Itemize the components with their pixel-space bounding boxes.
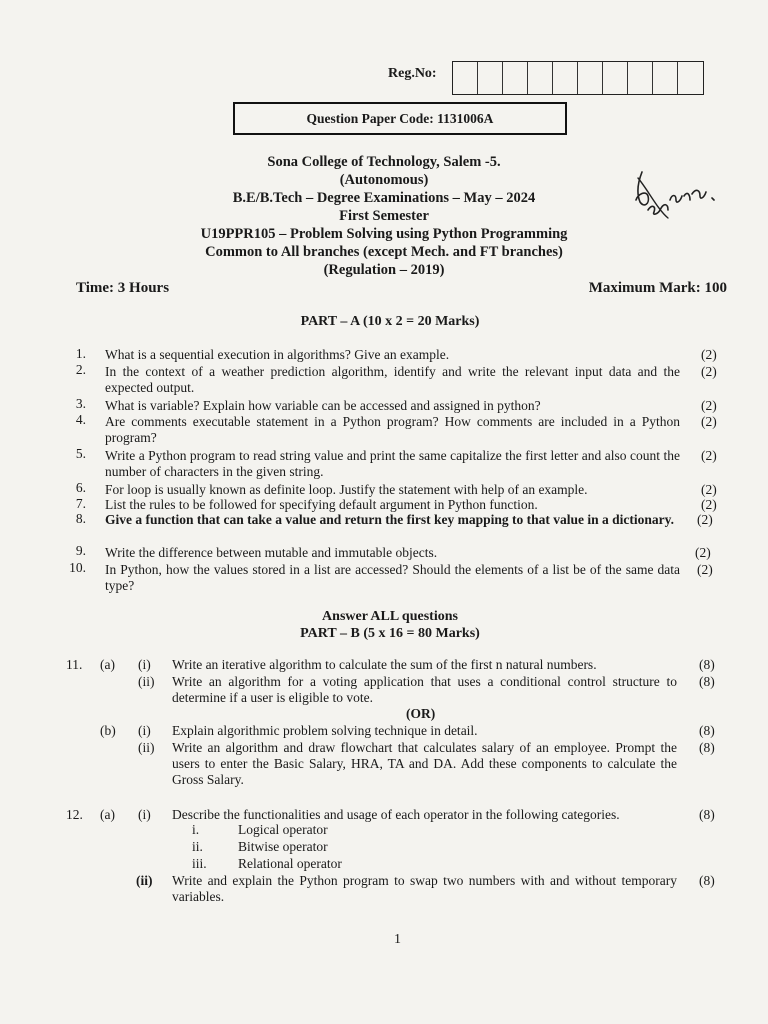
reg-no-box bbox=[553, 62, 578, 94]
question-number: 11. bbox=[66, 657, 83, 672]
sub-item-number: i. bbox=[192, 822, 200, 837]
question-mark: (8) bbox=[699, 807, 715, 822]
question-text: What is a sequential execution in algorithms? Give an example. bbox=[105, 347, 450, 362]
reg-no-label: Reg.No: bbox=[388, 66, 437, 81]
sub-item-number: ii. bbox=[192, 839, 203, 854]
question-text: Are comments executable statement in a Python program? How comments are included in a Python program? bbox=[105, 414, 680, 445]
regulation-label: (Regulation – 2019) bbox=[323, 262, 445, 278]
option-label: (a) bbox=[100, 657, 115, 672]
reg-no-box bbox=[653, 62, 678, 94]
sub-item-text: Logical operator bbox=[238, 822, 328, 837]
question-mark: (2) bbox=[697, 562, 713, 577]
or-label: (OR) bbox=[406, 706, 436, 721]
sub-item-text: Relational operator bbox=[238, 856, 342, 871]
question-mark: (2) bbox=[701, 364, 717, 379]
question-number: 7. bbox=[75, 496, 86, 511]
question-text: Write an algorithm and draw flowchart that calculates salary of an employee. Prompt the users to enter the Basic Salary, HRA, TA and DA. Add these components to calculate the Gross Salary. bbox=[172, 740, 677, 787]
question-text: Give a function that can take a value and return the first key mapping to that value in a dictionary. bbox=[105, 512, 675, 527]
sub-label: (i) bbox=[138, 657, 151, 672]
part-a-title: PART – A (10 x 2 = 20 Marks) bbox=[300, 314, 480, 329]
question-number: 2. bbox=[75, 362, 86, 377]
branches-label: Common to All branches (except Mech. and FT branches) bbox=[205, 244, 563, 260]
question-text: Describe the functionalities and usage of each operator in the following categories. bbox=[172, 807, 620, 822]
sub-label: (i) bbox=[138, 807, 151, 822]
sub-label: (ii) bbox=[136, 873, 153, 888]
answer-all-label: Answer ALL questions bbox=[322, 609, 458, 624]
question-text: Write a Python program to read string value and print the same capitalize the first letter and also count the number of characters in the given string. bbox=[105, 448, 680, 479]
question-mark: (2) bbox=[701, 398, 717, 413]
question-number: 5. bbox=[75, 446, 86, 461]
question-text: Write an iterative algorithm to calculate the sum of the first n natural numbers. bbox=[172, 657, 597, 672]
question-mark: (8) bbox=[699, 657, 715, 672]
time-label: Time: 3 Hours bbox=[76, 280, 170, 296]
question-mark: (2) bbox=[697, 512, 713, 527]
reg-no-box bbox=[503, 62, 528, 94]
question-text: List the rules to be followed for specifying default argument in Python function. bbox=[105, 497, 538, 512]
sub-label: (ii) bbox=[138, 740, 155, 755]
reg-no-box bbox=[628, 62, 653, 94]
question-text: What is variable? Explain how variable can be accessed and assigned in python? bbox=[105, 398, 541, 413]
question-mark: (8) bbox=[699, 674, 715, 689]
question-mark: (8) bbox=[699, 740, 715, 755]
reg-no-box bbox=[528, 62, 553, 94]
question-number: 10. bbox=[69, 560, 86, 575]
question-mark: (2) bbox=[701, 347, 717, 362]
option-label: (a) bbox=[100, 807, 115, 822]
reg-no-box bbox=[603, 62, 628, 94]
reg-no-box bbox=[678, 62, 703, 94]
question-mark: (2) bbox=[701, 497, 717, 512]
college-name: Sona College of Technology, Salem -5. bbox=[267, 154, 501, 170]
max-mark-label: Maximum Mark: 100 bbox=[588, 280, 727, 296]
page-number: 1 bbox=[394, 932, 401, 947]
reg-no-boxes bbox=[452, 61, 704, 95]
reg-no-box bbox=[478, 62, 503, 94]
question-text: Explain algorithmic problem solving technique in detail. bbox=[172, 723, 478, 738]
question-text: Write the difference between mutable and immutable objects. bbox=[105, 545, 438, 560]
question-mark: (2) bbox=[701, 482, 717, 497]
reg-no-box bbox=[453, 62, 478, 94]
autonomous-label: (Autonomous) bbox=[339, 172, 429, 188]
signature-scribble bbox=[628, 160, 728, 230]
question-mark: (2) bbox=[695, 545, 711, 560]
question-text: Write and explain the Python program to swap two numbers with and without temporary variables. bbox=[172, 873, 677, 904]
question-text: Write an algorithm for a voting application that uses a conditional control structure to determine if a user is eligible to vote. bbox=[172, 674, 677, 705]
question-number: 8. bbox=[75, 511, 86, 526]
option-label: (b) bbox=[100, 723, 116, 738]
question-number: 6. bbox=[75, 480, 86, 495]
question-number: 12. bbox=[66, 807, 83, 822]
reg-no-box bbox=[578, 62, 603, 94]
question-text: In the context of a weather prediction algorithm, identify and write the relevant input data and the expected output. bbox=[105, 364, 680, 395]
semester-label: First Semester bbox=[339, 208, 429, 224]
sub-item-number: iii. bbox=[192, 856, 207, 871]
question-mark: (2) bbox=[701, 414, 717, 429]
question-number: 3. bbox=[75, 396, 86, 411]
question-number: 4. bbox=[75, 412, 86, 427]
question-number: 9. bbox=[75, 543, 86, 558]
question-text: In Python, how the values stored in a list are accessed? Should the elements of a list be of the same data type? bbox=[105, 562, 680, 593]
sub-label: (ii) bbox=[138, 674, 155, 689]
sub-item-text: Bitwise operator bbox=[238, 839, 328, 854]
question-paper-code: Question Paper Code: 1131006A bbox=[233, 102, 567, 135]
exam-title: B.E/B.Tech – Degree Examinations – May – 2024 bbox=[232, 190, 536, 206]
sub-label: (i) bbox=[138, 723, 151, 738]
question-text: For loop is usually known as definite loop. Justify the statement with help of an example. bbox=[105, 482, 588, 497]
question-mark: (8) bbox=[699, 873, 715, 888]
question-mark: (2) bbox=[701, 448, 717, 463]
question-number: 1. bbox=[75, 346, 86, 361]
course-title: U19PPR105 – Problem Solving using Python Programming bbox=[200, 226, 568, 242]
part-b-title: PART – B (5 x 16 = 80 Marks) bbox=[300, 626, 480, 641]
question-mark: (8) bbox=[699, 723, 715, 738]
